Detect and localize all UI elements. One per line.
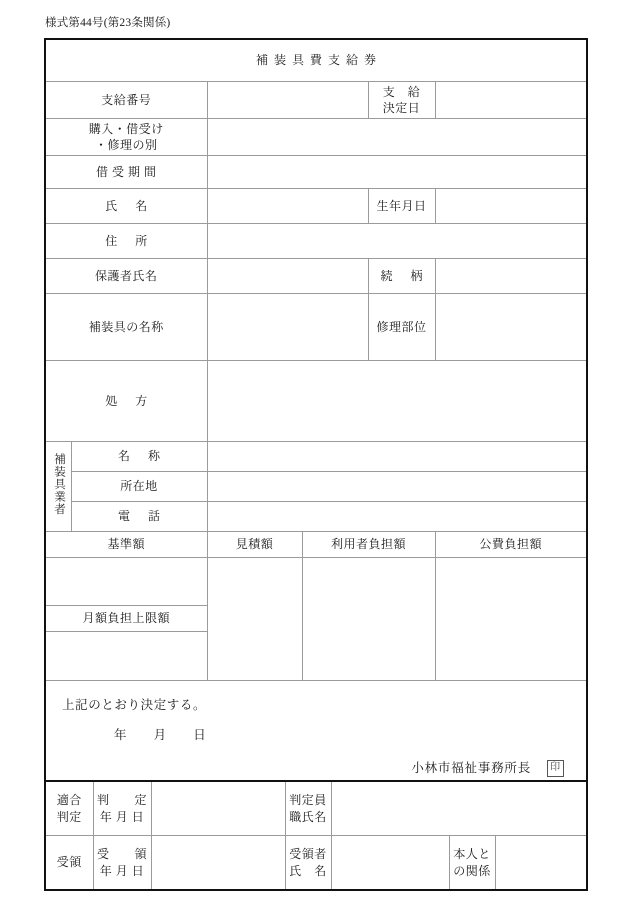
input-shikyu-ketteibi[interactable] xyxy=(435,82,587,119)
input-kijungaku[interactable] xyxy=(45,558,207,606)
label-hogosha-shimei: 保護者氏名 xyxy=(45,259,207,294)
row-amount-headers xyxy=(45,532,587,558)
label-gyosha-meisho: 名 称 xyxy=(71,442,207,472)
label-honnin-kankei-line1: 本人と xyxy=(453,847,491,862)
label-gyosha-shozaichi: 所在地 xyxy=(71,472,207,502)
label-hanteiin-line2: 職氏名 xyxy=(289,809,327,824)
footer-row-juryo xyxy=(45,836,587,891)
label-shikyu-ketteibi xyxy=(368,82,435,119)
row-kariuke-kikan xyxy=(45,156,587,189)
label-zokugara: 続 柄 xyxy=(368,259,435,294)
label-shimei: 氏 名 xyxy=(45,189,207,224)
input-shimei[interactable] xyxy=(207,189,368,224)
label-juryo: 受領 xyxy=(45,836,93,891)
input-juryosha-shimei[interactable] xyxy=(331,836,449,891)
row-decision xyxy=(45,681,587,791)
label-hosogu-gyosha xyxy=(45,442,71,532)
label-kubun xyxy=(45,119,207,156)
label-kariuke-kikan: 借 受 期 間 xyxy=(45,156,207,189)
label-seinengappi: 生年月日 xyxy=(368,189,435,224)
input-gyosha-denwa[interactable] xyxy=(207,502,587,532)
label-juryo-date-line1: 受 領 xyxy=(96,847,147,862)
input-shuri-bui[interactable] xyxy=(435,294,587,361)
label-tekigo-hantei xyxy=(45,781,93,836)
label-shikyu-ketteibi-line1: 支 給 xyxy=(382,84,421,99)
label-kubun-line2: ・修理の別 xyxy=(94,138,158,152)
signatory-name: 小林市福祉事務所長 xyxy=(411,761,532,776)
label-juryosha-line2: 氏 名 xyxy=(289,863,327,878)
input-kubun[interactable] xyxy=(207,119,587,156)
row-shimei xyxy=(45,189,587,224)
header-riyosha-futangaku: 利用者負担額 xyxy=(302,532,435,558)
label-shikyu-bango: 支給番号 xyxy=(45,82,207,119)
label-shoho: 処 方 xyxy=(45,361,207,442)
input-hantei-date[interactable] xyxy=(151,781,285,836)
row-jusho xyxy=(45,224,587,259)
input-jusho[interactable] xyxy=(207,224,587,259)
label-hanteiin-shokushimei xyxy=(285,781,331,836)
main-form-table xyxy=(44,38,588,791)
header-mitsumorigaku: 見積額 xyxy=(207,532,302,558)
input-kariuke-kikan[interactable] xyxy=(207,156,587,189)
signature-line xyxy=(411,760,564,777)
input-shoho[interactable] xyxy=(207,361,587,442)
label-jusho: 住 所 xyxy=(45,224,207,259)
row-kubun xyxy=(45,119,587,156)
label-shuri-bui: 修理部位 xyxy=(368,294,435,361)
label-kubun-line1: 購入・借受け xyxy=(88,121,164,136)
label-juryosha-line1: 受領者 xyxy=(289,847,327,862)
input-shikyu-bango[interactable] xyxy=(207,82,368,119)
header-kijungaku: 基準額 xyxy=(45,532,207,558)
input-hanteiin-shokushimei[interactable] xyxy=(331,781,587,836)
row-hogosha xyxy=(45,259,587,294)
decision-date-year: 年 xyxy=(114,728,128,742)
decision-date[interactable] xyxy=(114,727,207,744)
row-hosogu-meisho xyxy=(45,294,587,361)
decision-date-month: 月 xyxy=(153,728,168,742)
input-mitsumorigaku[interactable] xyxy=(207,558,302,681)
label-getsugaku-futan-jogengaku: 月額負担上限額 xyxy=(45,606,207,632)
header-kohi-futangaku: 公費負担額 xyxy=(435,532,587,558)
input-gyosha-shozaichi[interactable] xyxy=(207,472,587,502)
label-tekigo-hantei-line1: 適合 xyxy=(56,793,82,808)
input-juryo-date[interactable] xyxy=(151,836,285,891)
footer-form-table xyxy=(44,780,588,891)
label-hantei-date xyxy=(93,781,151,836)
input-hosogu-meisho[interactable] xyxy=(207,294,368,361)
label-hosogu-gyosha-text: 補装具業者 xyxy=(53,453,65,516)
label-juryosha-shimei xyxy=(285,836,331,891)
label-hanteiin-line1: 判定員 xyxy=(289,793,327,808)
form-title: 補装具費支給券 xyxy=(45,39,587,82)
row-gyosha-denwa xyxy=(45,502,587,532)
input-getsugaku-futan-jogengaku[interactable] xyxy=(45,632,207,681)
label-juryo-date-line2: 年 月 日 xyxy=(99,863,145,878)
row-amount-values-1 xyxy=(45,558,587,606)
label-honnin-kankei xyxy=(449,836,495,891)
footer-row-tekigo-hantei xyxy=(45,781,587,836)
label-gyosha-denwa: 電 話 xyxy=(71,502,207,532)
row-gyosha-meisho xyxy=(45,442,587,472)
input-riyosha-futangaku[interactable] xyxy=(302,558,435,681)
decision-statement: 上記のとおり決定する。 xyxy=(62,698,207,712)
input-zokugara[interactable] xyxy=(435,259,587,294)
label-tekigo-hantei-line2: 判定 xyxy=(56,809,82,824)
input-gyosha-meisho[interactable] xyxy=(207,442,587,472)
input-kohi-futangaku[interactable] xyxy=(435,558,587,681)
label-hantei-date-line1: 判 定 xyxy=(96,793,147,808)
row-shoho xyxy=(45,361,587,442)
label-hosogu-meisho: 補装具の名称 xyxy=(45,294,207,361)
label-juryo-date xyxy=(93,836,151,891)
form-number: 様式第44号(第23条関係) xyxy=(45,17,171,29)
label-shikyu-ketteibi-line2: 決定日 xyxy=(382,101,421,115)
row-shikyu-bango xyxy=(45,82,587,119)
title-row xyxy=(45,39,587,82)
label-honnin-kankei-line2: の関係 xyxy=(453,863,491,878)
decision-block xyxy=(45,681,587,791)
input-honnin-kankei[interactable] xyxy=(495,836,587,891)
seal-icon[interactable]: 印 xyxy=(547,760,564,777)
decision-date-day: 日 xyxy=(193,728,207,742)
label-hantei-date-line2: 年 月 日 xyxy=(99,809,145,824)
input-hogosha-shimei[interactable] xyxy=(207,259,368,294)
row-gyosha-shozaichi xyxy=(45,472,587,502)
input-seinengappi[interactable] xyxy=(435,189,587,224)
